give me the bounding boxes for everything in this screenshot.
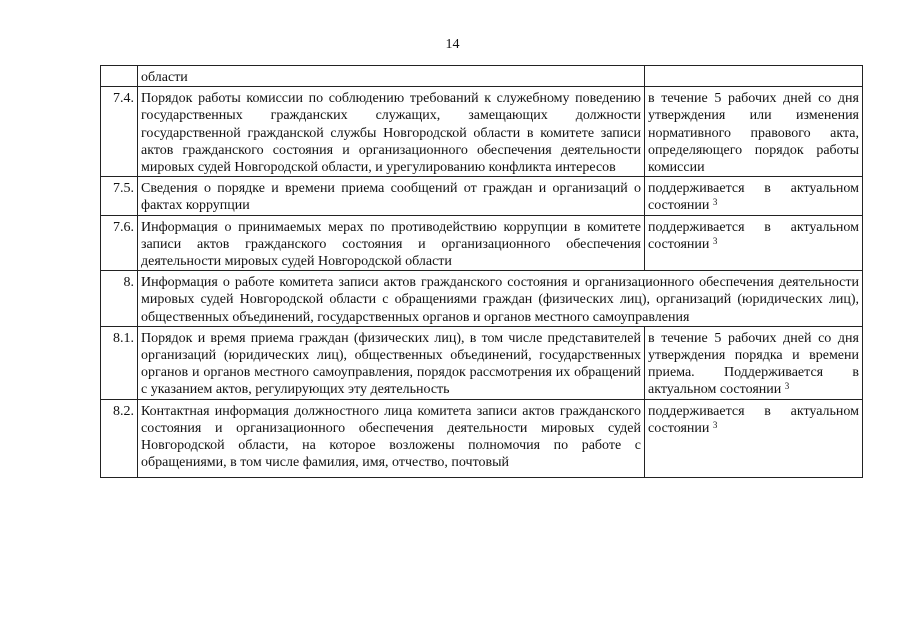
- footnote-marker: 3: [712, 419, 718, 430]
- row-number: 7.6.: [101, 215, 138, 271]
- information-table: [100, 65, 863, 478]
- row-term: [645, 66, 863, 87]
- row-description: Сведения о порядке и времени приема сообщений от граждан и организаций о фактах коррупции: [138, 177, 645, 215]
- page-number: 14: [445, 37, 460, 52]
- row-term: в течение 5 рабочих дней со дня утверждения или изменения нормативного правового акта, определяющего порядок работы комиссии: [645, 87, 863, 177]
- term-text: в течение 5 рабочих дней со дня утверждения порядка и времени приема. Поддерживается в актуальном состоянии: [648, 330, 859, 398]
- footnote-marker: 3: [712, 235, 718, 246]
- row-term: [645, 326, 863, 399]
- section-number: 8.: [101, 271, 138, 327]
- row-description: Порядок работы комиссии по соблюдению требований к служебному поведению государственных гражданских служащих, замещающих должности государственной гражданской службы Новгородской области в комитете записи актов гражданского состояния и организационного обеспечения деятельности мировых судей Новгородской области, и урегулированию конфликта интересов: [138, 87, 645, 177]
- table-row: [101, 326, 863, 399]
- footnote-marker: 3: [712, 197, 718, 208]
- row-term: [645, 215, 863, 271]
- row-description: Контактная информация должностного лица комитета записи актов гражданского состояния и организационного обеспечения деятельности мировых судей Новгородской области, на которое возложены полномочия по работе с обращениями, в том числе фамилия, имя, отчество, почтовый: [138, 399, 645, 477]
- row-description: Порядок и время приема граждан (физических лиц), в том числе представителей организаций (юридических лиц), общественных объединений, государственных органов и органов местного самоуправления, порядок рассмотрения их обращений с указанием актов, регулирующих эту деятельность: [138, 326, 645, 399]
- row-description: Информация о принимаемых мерах по противодействию коррупции в комитете записи актов гражданского состояния и организационного обеспечения деятельности мировых судей Новгородской области: [138, 215, 645, 271]
- footnote-marker: 3: [784, 381, 790, 392]
- table-row: [101, 66, 863, 87]
- section-heading: Информация о работе комитета записи актов гражданского состояния и организационного обеспечения деятельности мировых судей Новгородской области с обращениями граждан (физических лиц), организаций (юридических лиц), общественных объединений, государственных органов и органов местного самоуправления: [138, 271, 863, 327]
- row-term: [645, 177, 863, 215]
- row-number: 7.4.: [101, 87, 138, 177]
- table-row: [101, 399, 863, 477]
- table-row: [101, 215, 863, 271]
- term-text: поддерживается в актуальном состоянии: [648, 181, 859, 214]
- row-number: 8.1.: [101, 326, 138, 399]
- table-row: [101, 177, 863, 215]
- row-term: [645, 399, 863, 477]
- row-number: 8.2.: [101, 399, 138, 477]
- row-number: 7.5.: [101, 177, 138, 215]
- table-row: [101, 87, 863, 177]
- row-number: [101, 66, 138, 87]
- row-description: области: [138, 66, 645, 87]
- term-text: поддерживается в актуальном состоянии: [648, 219, 859, 252]
- term-text: поддерживается в актуальном состоянии: [648, 403, 859, 436]
- section-row: [101, 271, 863, 327]
